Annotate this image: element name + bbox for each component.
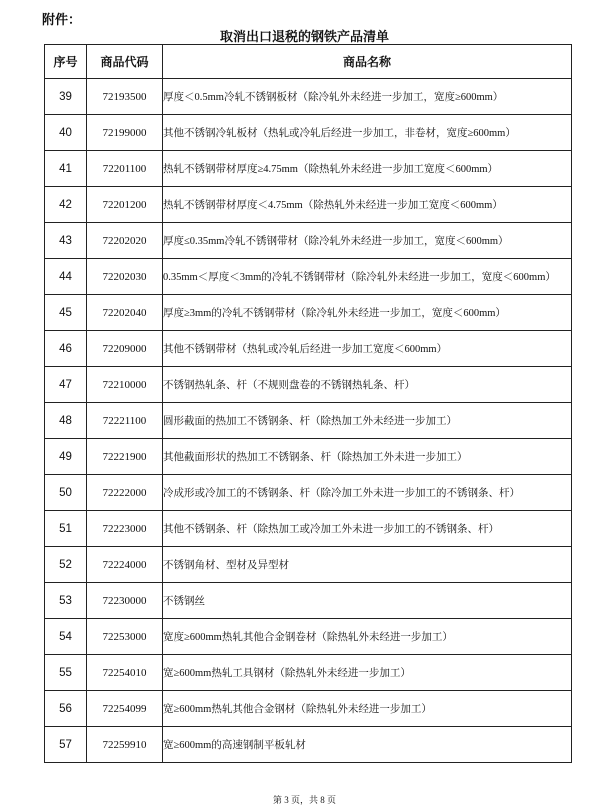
- name-cell: 宽≥600mm的高速钢制平板轧材: [163, 727, 572, 763]
- name-cell: 热轧不锈钢带材厚度≥4.75mm（除热轧外未经进一步加工宽度＜600mm）: [163, 151, 572, 187]
- seq-cell: 46: [45, 331, 87, 367]
- seq-cell: 39: [45, 79, 87, 115]
- name-cell: 不锈钢丝: [163, 583, 572, 619]
- name-cell: 其他不锈钢条、杆（除热加工或冷加工外未进一步加工的不锈钢条、杆）: [163, 511, 572, 547]
- code-cell: 72254099: [87, 691, 163, 727]
- name-cell: 圆形截面的热加工不锈钢条、杆（除热加工外未经进一步加工）: [163, 403, 572, 439]
- name-cell: 厚度≤0.35mm冷轧不锈钢带材（除冷轧外未经进一步加工，宽度＜600mm）: [163, 223, 572, 259]
- header-seq: 序号: [45, 45, 87, 79]
- code-cell: 72202030: [87, 259, 163, 295]
- seq-cell: 45: [45, 295, 87, 331]
- header-code: 商品代码: [87, 45, 163, 79]
- name-cell: 其他不锈钢带材（热轧或冷轧后经进一步加工宽度＜600mm）: [163, 331, 572, 367]
- table-row: [45, 547, 572, 583]
- name-cell: 热轧不锈钢带材厚度＜4.75mm（除热轧外未经进一步加工宽度＜600mm）: [163, 187, 572, 223]
- code-cell: 72209000: [87, 331, 163, 367]
- code-cell: 72210000: [87, 367, 163, 403]
- attachment-label: 附件：: [42, 12, 82, 27]
- code-cell: 72259910: [87, 727, 163, 763]
- seq-cell: 47: [45, 367, 87, 403]
- name-cell: 其他截面形状的热加工不锈钢条、杆（除热加工外未进一步加工）: [163, 439, 572, 475]
- table-row: [45, 403, 572, 439]
- table-row: [45, 367, 572, 403]
- code-cell: 72201100: [87, 151, 163, 187]
- code-cell: 72202040: [87, 295, 163, 331]
- seq-cell: 49: [45, 439, 87, 475]
- seq-cell: 43: [45, 223, 87, 259]
- table-row: [45, 475, 572, 511]
- table-row: [45, 511, 572, 547]
- name-cell: 厚度≥3mm的冷轧不锈钢带材（除冷轧外未经进一步加工，宽度＜600mm）: [163, 295, 572, 331]
- table-row: [45, 79, 572, 115]
- table-header-row: [45, 45, 572, 79]
- name-cell: 不锈钢热轧条、杆（不规则盘卷的不锈钢热轧条、杆）: [163, 367, 572, 403]
- code-cell: 72201200: [87, 187, 163, 223]
- table-row: [45, 331, 572, 367]
- name-cell: 其他不锈钢冷轧板材（热轧或冷轧后经进一步加工，非卷材，宽度≥600mm）: [163, 115, 572, 151]
- table-row: [45, 187, 572, 223]
- code-cell: 72253000: [87, 619, 163, 655]
- table-body: [45, 79, 572, 763]
- table-row: [45, 691, 572, 727]
- document-title: 取消出口退税的钢铁产品清单: [219, 29, 389, 44]
- code-cell: 72223000: [87, 511, 163, 547]
- seq-cell: 52: [45, 547, 87, 583]
- seq-cell: 56: [45, 691, 87, 727]
- name-cell: 0.35mm＜厚度＜3mm的冷轧不锈钢带材（除冷轧外未经进一步加工，宽度＜600mm）: [163, 259, 572, 295]
- name-cell: 宽≥600mm热轧工具钢材（除热轧外未经进一步加工）: [163, 655, 572, 691]
- code-cell: 72230000: [87, 583, 163, 619]
- name-cell: 厚度＜0.5mm冷轧不锈钢板材（除冷轧外未经进一步加工，宽度≥600mm）: [163, 79, 572, 115]
- table-row: [45, 151, 572, 187]
- product-table: [44, 44, 572, 763]
- table-row: [45, 115, 572, 151]
- code-cell: 72221900: [87, 439, 163, 475]
- code-cell: 72221100: [87, 403, 163, 439]
- name-cell: 宽度≥600mm热轧其他合金钢卷材（除热轧外未经进一步加工）: [163, 619, 572, 655]
- code-cell: 72222000: [87, 475, 163, 511]
- code-cell: 72199000: [87, 115, 163, 151]
- seq-cell: 57: [45, 727, 87, 763]
- code-cell: 72202020: [87, 223, 163, 259]
- seq-cell: 54: [45, 619, 87, 655]
- table-row: [45, 655, 572, 691]
- header-name: 商品名称: [163, 45, 572, 79]
- code-cell: 72224000: [87, 547, 163, 583]
- seq-cell: 53: [45, 583, 87, 619]
- table-row: [45, 223, 572, 259]
- seq-cell: 48: [45, 403, 87, 439]
- seq-cell: 50: [45, 475, 87, 511]
- name-cell: 冷成形或冷加工的不锈钢条、杆（除冷加工外未进一步加工的不锈钢条、杆）: [163, 475, 572, 511]
- seq-cell: 44: [45, 259, 87, 295]
- table-row: [45, 619, 572, 655]
- table-row: [45, 583, 572, 619]
- table-row: [45, 259, 572, 295]
- seq-cell: 41: [45, 151, 87, 187]
- page-footer: 第 3 页，共 8 页: [272, 795, 336, 805]
- name-cell: 宽≥600mm热轧其他合金钢材（除热轧外未经进一步加工）: [163, 691, 572, 727]
- seq-cell: 55: [45, 655, 87, 691]
- table-row: [45, 439, 572, 475]
- seq-cell: 51: [45, 511, 87, 547]
- name-cell: 不锈钢角材、型材及异型材: [163, 547, 572, 583]
- code-cell: 72254010: [87, 655, 163, 691]
- table-row: [45, 727, 572, 763]
- code-cell: 72193500: [87, 79, 163, 115]
- seq-cell: 42: [45, 187, 87, 223]
- table-row: [45, 295, 572, 331]
- seq-cell: 40: [45, 115, 87, 151]
